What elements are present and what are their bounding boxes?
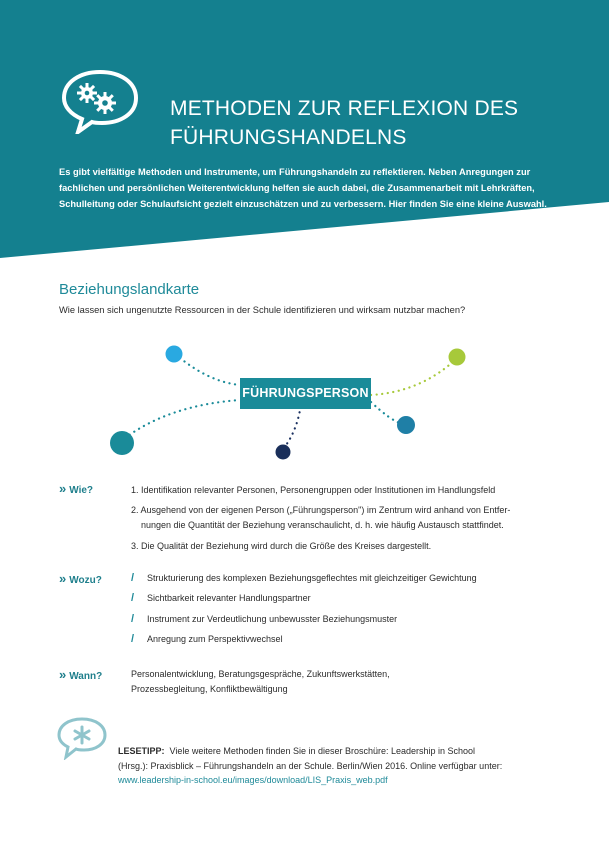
title-line-2: FÜHRUNGSHANDELNS — [170, 126, 407, 149]
center-person-box: FÜHRUNGSPERSON — [240, 378, 371, 409]
list-item: 2. Ausgehend von der eigenen Person („Führungsperson") im Zentrum wird anhand von Entfer- nungen die Quantität der Beziehung veranschaulicht, d. h. wie häufig Austausch stattfindet. — [131, 505, 511, 530]
node-dark-navy — [276, 445, 291, 460]
wie-label: » Wie? — [59, 481, 94, 496]
reading-tip: LESETIPP: Viele weitere Methoden finden Sie in dieser Broschüre: Leadership in School (Hrsg.): Praxisblick – Führungshandeln an der Schule. Berlin/Wien 2016. Online verfügbar unter: www.leadership-in-school.eu/images/download/LIS_Praxis_web.pdf — [118, 744, 558, 788]
slash-bullet-icon: / — [131, 633, 135, 645]
chevron-icon: » — [59, 481, 66, 496]
node-green — [449, 349, 466, 366]
section-title: Beziehungslandkarte — [59, 281, 200, 298]
list-item: / Sichtbarkeit relevanter Handlungspartner — [131, 592, 311, 604]
chevron-icon: » — [59, 571, 66, 586]
gears-speech-bubble-icon — [60, 68, 140, 139]
list-item: / Instrument zur Verdeutlichung unbewusster Beziehungsmuster — [131, 613, 398, 625]
slash-bullet-icon: / — [131, 592, 135, 604]
list-item: / Strukturierung des komplexen Beziehungsgeflechtes mit gleichzeitiger Gewichtung — [131, 572, 477, 584]
asterisk-speech-bubble-icon — [56, 716, 108, 765]
chevron-icon: » — [59, 667, 66, 682]
intro-text: Es gibt vielfältige Methoden und Instrumente, um Führungshandeln zu reflektieren. Neben Anregungen zur fachlichen und persönlichen Weiterentwicklung helfen sie auch dabei, die Zusammenarbeit mit Lehrkräften, Schulleitung oder Schulaufsicht gezielt einzuschätzen und zu verbessern. Hier finden Sie eine kleine Auswahl. — [59, 167, 547, 209]
reading-tip-label: LESETIPP: — [118, 746, 165, 756]
wann-label: » Wann? — [59, 667, 103, 682]
list-item: / Anregung zum Perspektivwechsel — [131, 633, 283, 645]
node-mid-blue — [397, 416, 415, 434]
list-item: 3. Die Qualität der Beziehung wird durch die Größe des Kreises dargestellt. — [131, 541, 432, 551]
page-title — [170, 94, 570, 152]
brochure-link[interactable]: www.leadership-in-school.eu/images/download/LIS_Praxis_web.pdf — [118, 775, 388, 785]
section-question: Wie lassen sich ungenutzte Ressourcen in der Schule identifizieren und wirksam nutzbar machen? — [59, 305, 466, 315]
node-large-teal — [110, 431, 134, 455]
wann-text: Personalentwicklung, Beratungsgespräche, Zukunftswerkstätten, Prozessbegleitung, Konfliktbewältigung — [131, 669, 390, 694]
slash-bullet-icon: / — [131, 613, 135, 625]
wozu-label: » Wozu? — [59, 571, 102, 586]
node-small-blue — [166, 346, 183, 363]
list-item: 1. Identifikation relevanter Personen, Personengruppen oder Institutionen im Handlungsfeld — [131, 485, 496, 495]
title-line-1: METHODEN ZUR REFLEXION DES — [170, 97, 519, 120]
slash-bullet-icon: / — [131, 572, 135, 584]
